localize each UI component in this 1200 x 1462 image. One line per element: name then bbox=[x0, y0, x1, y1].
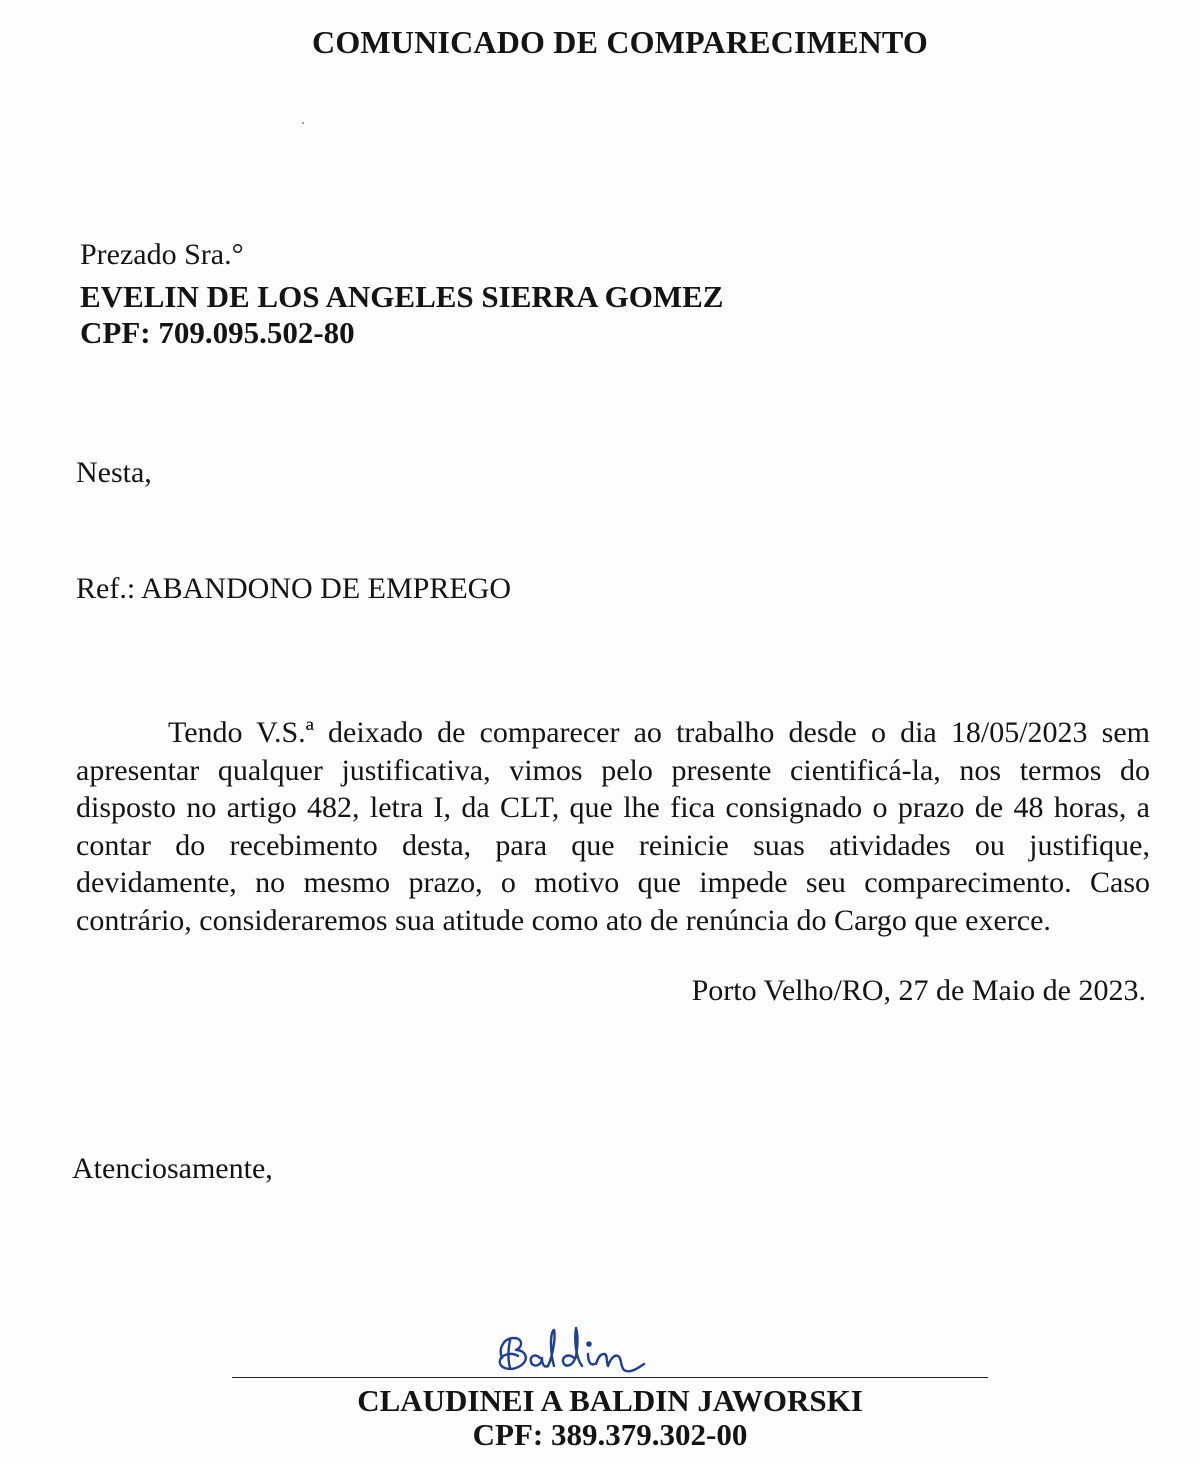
signature-line bbox=[232, 1377, 988, 1378]
place-date: Porto Velho/RO, 27 de Maio de 2023. bbox=[691, 974, 1146, 1007]
addressee-cpf: CPF: 709.095.502-80 bbox=[80, 315, 355, 350]
addressee-name: EVELIN DE LOS ANGELES SIERRA GOMEZ bbox=[80, 279, 724, 314]
document-title: COMUNICADO DE COMPARECIMENTO bbox=[312, 24, 928, 60]
locale-line: Nesta, bbox=[76, 456, 152, 489]
signer-cpf: CPF: 389.379.302-00 bbox=[472, 1417, 748, 1452]
closing: Atenciosamente, bbox=[72, 1152, 273, 1185]
body-paragraph: Tendo V.S.ª deixado de comparecer ao trabalho desde o dia 18/05/2023 sem apresentar qualquer justificativa, vimos pelo presente cientificá-la, nos termos do disposto no artigo 482, letra I, da CLT, que lhe fica consignado o prazo de 48 horas, a contar do recebimento desta, para que reinicie suas atividades ou justifique, devidamente, no mesmo prazo, o motivo que impede seu comparecimento. Caso contrário, consideraremos sua atitude como ato de renúncia do Cargo que exerce. bbox=[76, 716, 1150, 937]
salutation: Prezado Sra.° bbox=[80, 238, 244, 271]
reference-line: Ref.: ABANDONO DE EMPREGO bbox=[76, 572, 511, 605]
signer-name: CLAUDINEI A BALDIN JAWORSKI bbox=[357, 1383, 863, 1418]
handwritten-signature bbox=[488, 1318, 688, 1382]
paper-speck bbox=[302, 122, 304, 124]
